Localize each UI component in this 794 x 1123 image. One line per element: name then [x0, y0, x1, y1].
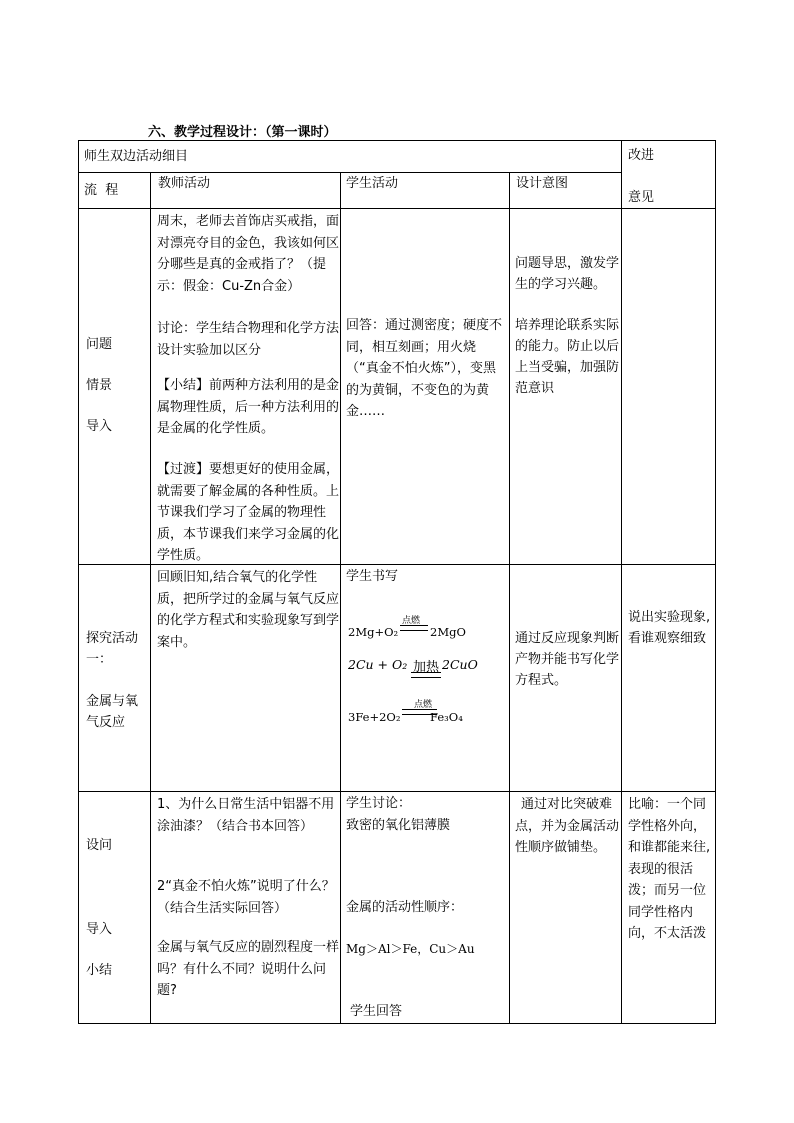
table-divider: [509, 172, 510, 1024]
design-intent-text: 通过对比突破难点，并为金属活动性顺序做铺垫。: [515, 797, 620, 855]
student-answer-label: 学生回答: [350, 1004, 403, 1019]
header-student-activity: 学生活动: [346, 176, 399, 191]
improvement-note: 比喻：一个同学性格外向，和谁都能来往,表现的很活泼；而另一位同学性格内向，不太活泼: [628, 797, 711, 941]
design-intent-text: 通过反应现象判断产物并能书写化学方程式。: [515, 631, 620, 688]
header-flow: 流 程: [84, 183, 119, 198]
header-design-intent: 设计意图: [516, 176, 569, 191]
table-border-top: [78, 140, 716, 141]
student-discussion-text: 致密的氧化铝薄膜: [346, 818, 451, 833]
header-improve-line2: 意见: [628, 190, 655, 205]
equation-right: 2MgO: [430, 625, 466, 639]
stage-label: 情景: [86, 378, 113, 393]
table-border-bottom: [78, 1023, 716, 1024]
teacher-intro-text: 周末，老师去首饰店买戒指，面对漂亮夺目的金色，我该如何区分哪些是真的金戒指了？（提示：假金：Cu-Zn合金）: [157, 214, 340, 294]
equation-left: 2Mg+O₂: [348, 625, 399, 639]
stage-label: 问题: [86, 337, 113, 352]
activity-series-text: Mg＞Al＞Fe，Cu＞Au: [346, 942, 475, 956]
equation-left: 3Fe+2O₂: [348, 710, 401, 724]
design-intent-text: 培养理论联系实际的能力。防止以后上当受骗，加强防范意识: [515, 318, 620, 396]
reaction-condition: 点燃: [402, 616, 421, 626]
stage-label: 探究活动一：: [86, 631, 139, 667]
reaction-condition: 加热: [413, 660, 440, 675]
equation-left: 2Cu + O₂: [348, 657, 408, 672]
equation-right: Fe₃O₄: [430, 710, 463, 724]
teacher-discussion-text: 讨论：学生结合物理和化学方法设计实验加以区分: [157, 321, 340, 358]
teacher-question-3: 金属与氧气反应的剧烈程度一样吗？有什么不同？说明什么问题?: [157, 940, 340, 998]
reaction-arrow: [400, 625, 428, 631]
student-answer-text: 回答：通过测密度；硬度不同，相互刻画；用火烧（“真金不怕火炼”），变黑的为黄铜，不变色的为黄金……: [346, 318, 503, 419]
student-discussion-label: 学生讨论：: [346, 796, 412, 811]
lesson-plan-table: [78, 140, 716, 1024]
table-border-left: [78, 140, 79, 1024]
teacher-summary-text: 【小结】前两种方法利用的是金属物理性质，后一种方法利用的是金属的化学性质。: [157, 378, 340, 436]
improvement-note: 说出实验现象,看谁观察细致: [628, 610, 711, 646]
header-improve-line1: 改进: [628, 148, 655, 163]
stage-label: 小结: [86, 963, 113, 978]
stage-label: 导入: [86, 922, 113, 937]
design-intent-text: 问题导思，激发学生的学习兴趣。: [515, 256, 620, 292]
activity-series-label: 金属的活动性顺序：: [346, 900, 464, 915]
table-divider: [78, 791, 716, 792]
table-divider: [150, 172, 151, 1024]
stage-label: 设问: [86, 838, 113, 853]
section-heading: 六、教学过程设计：（第一课时）: [148, 125, 337, 140]
stage-label: 导入: [86, 419, 113, 434]
teacher-review-text: 回顾旧知,结合氧气的化学性质，把所学过的金属与氧气反应的化学方程式和实验现象写到学案中。: [157, 570, 340, 650]
table-divider: [78, 208, 716, 209]
teacher-question-1: 1、为什么日常生活中铝器不用涂油漆？（结合书本回答）: [157, 797, 335, 834]
header-activity-details: 师生双边活动细目: [84, 149, 189, 164]
reaction-condition: 点燃: [414, 700, 433, 710]
stage-label: 金属与氧气反应: [86, 694, 139, 730]
student-writing-label: 学生书写: [346, 569, 399, 584]
teacher-transition-text: 【过渡】要想更好的使用金属，就需要了解金属的各种性质。上节课我们学习了金属的物理性质，本节课我们来学习金属的化学性质。: [157, 462, 340, 563]
table-divider: [78, 172, 622, 173]
table-border-right: [715, 140, 716, 1024]
header-teacher-activity: 教师活动: [158, 176, 211, 191]
reaction-arrow: [411, 672, 441, 678]
equation-right: 2CuO: [442, 657, 478, 672]
teacher-question-2: 2“真金不怕火炼”说明了什么？（结合生活实际回答）: [157, 879, 335, 916]
